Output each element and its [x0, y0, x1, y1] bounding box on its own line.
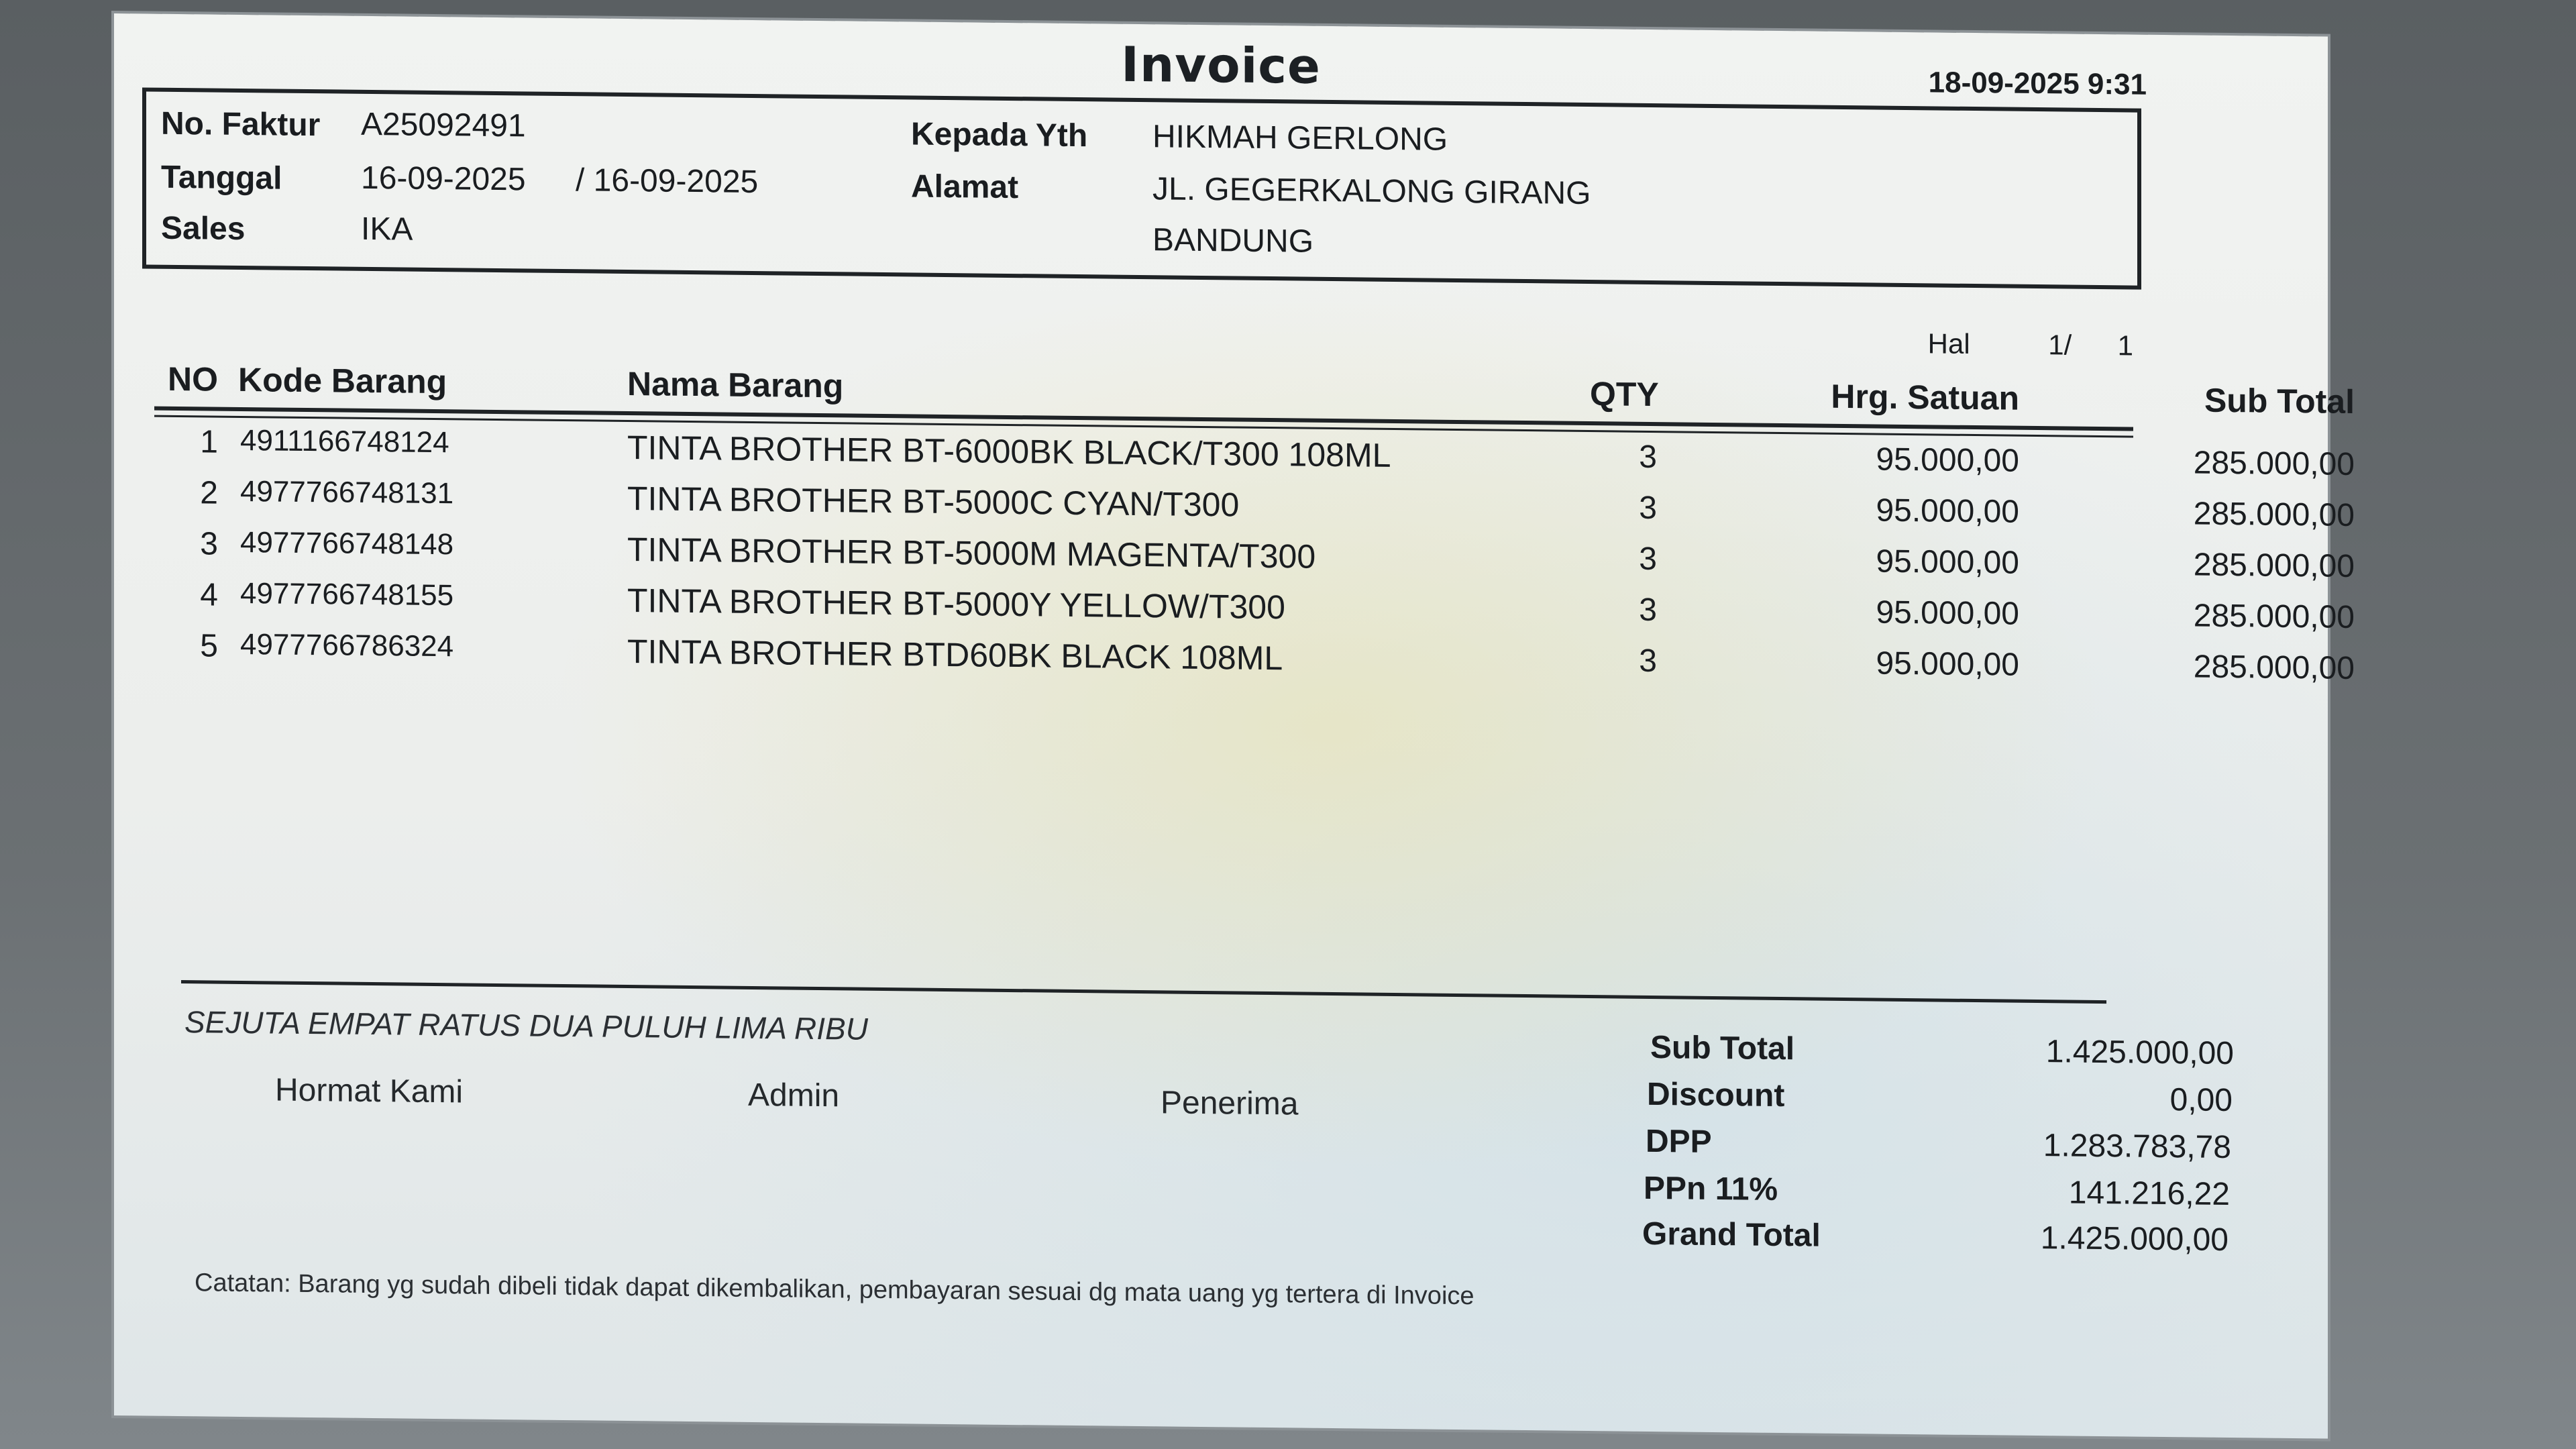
- row-no: 1: [200, 424, 218, 460]
- row-qty: 3: [1639, 541, 1657, 578]
- row-name: TINTA BROTHER BT-5000C CYAN/T300: [627, 480, 1240, 524]
- col-header-no: NO: [168, 360, 218, 398]
- col-header-subtotal: Sub Total: [2204, 381, 2355, 421]
- row-no: 3: [200, 526, 218, 562]
- row-price: 95.000,00: [1876, 645, 2019, 683]
- summary-value: 141.216,22: [2068, 1175, 2230, 1213]
- summary-label: Discount: [1647, 1076, 1785, 1114]
- row-qty: 3: [1639, 439, 1657, 476]
- page-indicator: [1928, 327, 2133, 362]
- row-code: 4911166748124: [240, 423, 449, 460]
- footer-note: Catatan: Barang yg sudah dibeli tidak dapat dikembalikan, pembayaran sesuai dg mata uang yg tertera di Invoice: [195, 1269, 1474, 1311]
- invoice-page: [114, 13, 2355, 1439]
- summary-label: Grand Total: [1642, 1216, 1821, 1254]
- row-no: 2: [200, 475, 218, 511]
- summary-value: 1.425.000,00: [2045, 1034, 2234, 1072]
- header-box: [142, 87, 2141, 289]
- sales-label: Sales: [161, 210, 246, 248]
- faktur-label: No. Faktur: [161, 105, 321, 144]
- row-price: 95.000,00: [1876, 594, 2019, 632]
- tanggal-label: Tanggal: [161, 159, 282, 197]
- row-qty: 3: [1639, 490, 1657, 527]
- amount-in-words: SEJUTA EMPAT RATUS DUA PULUH LIMA RIBU: [184, 1004, 868, 1046]
- summary-label: DPP: [1646, 1123, 1712, 1160]
- printed-datetime: 18-09-2025 9:31: [1928, 66, 2147, 101]
- row-code: 4977766748148: [240, 525, 454, 561]
- col-header-name: Nama Barang: [627, 365, 844, 405]
- tanggal-value-2: / 16-09-2025: [576, 162, 759, 201]
- faktur-value: A25092491: [361, 106, 526, 144]
- row-price: 95.000,00: [1876, 492, 2019, 530]
- row-qty: 3: [1639, 643, 1657, 680]
- row-name: TINTA BROTHER BT-5000Y YELLOW/T300: [627, 582, 1285, 627]
- col-header-qty: QTY: [1590, 375, 1659, 414]
- sign-admin: Admin: [748, 1077, 840, 1114]
- alamat-line-1: JL. GEGERKALONG GIRANG: [1152, 171, 1591, 212]
- row-no: 4: [200, 577, 218, 613]
- row-code: 4977766748155: [240, 576, 454, 612]
- col-header-price: Hrg. Satuan: [1831, 377, 2019, 417]
- sign-penerima: Penerima: [1161, 1085, 1299, 1122]
- kepada-value: HIKMAH GERLONG: [1152, 119, 1448, 158]
- page-current: 1/: [2048, 329, 2072, 361]
- row-subtotal: 285.000,00: [2193, 598, 2355, 635]
- row-price: 95.000,00: [1876, 441, 2019, 479]
- tanggal-value: 16-09-2025: [361, 160, 526, 198]
- summary-label: Sub Total: [1650, 1029, 1795, 1067]
- page-total: 1: [2117, 329, 2133, 362]
- row-qty: 3: [1639, 592, 1657, 629]
- row-subtotal: 285.000,00: [2193, 445, 2355, 482]
- row-name: TINTA BROTHER BT-6000BK BLACK/T300 108ML: [627, 429, 1391, 474]
- row-code: 4977766786324: [240, 627, 454, 663]
- invoice-title: Invoice: [1121, 36, 1321, 95]
- footer-rule: [181, 980, 2106, 1004]
- summary-value: 0,00: [2169, 1082, 2233, 1119]
- page-label: Hal: [1927, 327, 1970, 360]
- row-name: TINTA BROTHER BTD60BK BLACK 108ML: [627, 633, 1283, 678]
- row-subtotal: 285.000,00: [2193, 547, 2355, 584]
- kepada-label: Kepada Yth: [911, 116, 1088, 154]
- summary-label: PPn 11%: [1644, 1170, 1778, 1208]
- row-subtotal: 285.000,00: [2193, 496, 2355, 533]
- sales-value: IKA: [361, 211, 413, 248]
- summary-value: 1.425.000,00: [2040, 1220, 2229, 1258]
- row-code: 4977766748131: [240, 474, 454, 511]
- row-price: 95.000,00: [1876, 543, 2019, 581]
- summary-value: 1.283.783,78: [2043, 1128, 2231, 1166]
- col-header-code: Kode Barang: [238, 360, 447, 401]
- sign-hormat-kami: Hormat Kami: [275, 1072, 464, 1110]
- alamat-line-2: BANDUNG: [1152, 222, 1314, 260]
- row-name: TINTA BROTHER BT-5000M MAGENTA/T300: [627, 531, 1316, 576]
- row-no: 5: [200, 628, 218, 664]
- row-subtotal: 285.000,00: [2193, 649, 2355, 686]
- alamat-label: Alamat: [911, 168, 1019, 206]
